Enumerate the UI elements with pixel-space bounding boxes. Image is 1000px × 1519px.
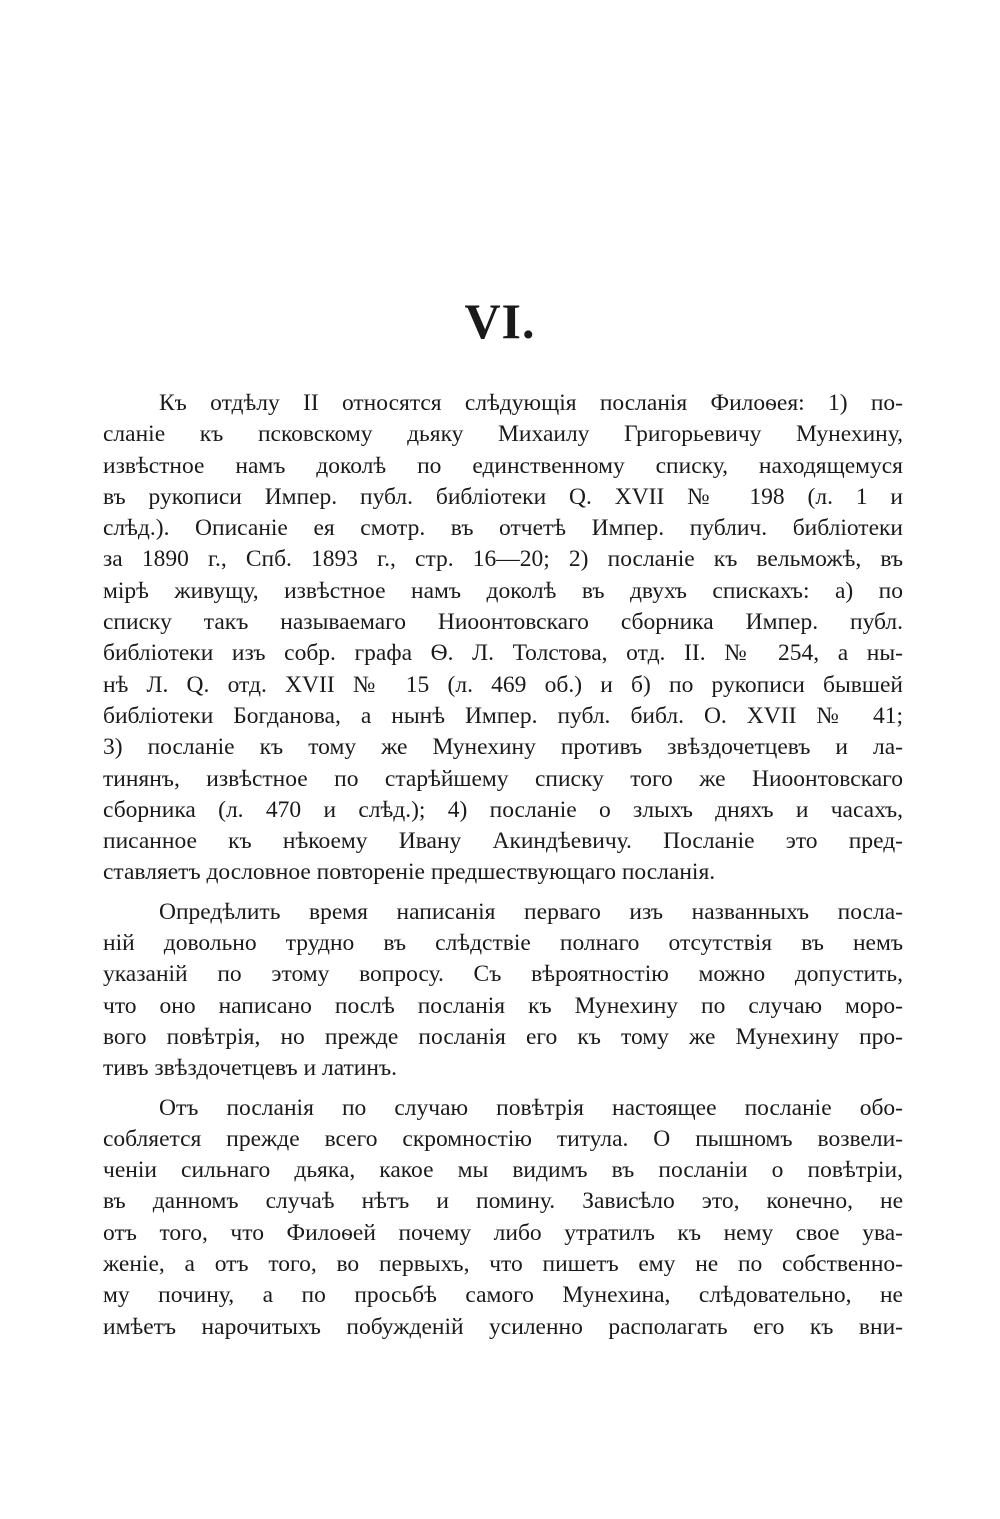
text-line: списку такъ называемаго Ниоонтовскаго сборника Импер. публ. — [103, 609, 903, 636]
text-line: Къ отдѣлу II относятся слѣдующія посланія Филоѳея: 1) по- — [159, 390, 903, 416]
paragraph-3 — [103, 1093, 903, 1343]
text-line: въ данномъ случаѣ нѣтъ и помину. Зависѣло это, конечно, не — [103, 1188, 903, 1215]
text-line: собляется прежде всего скромностію титула. О пышномъ возвели- — [103, 1125, 903, 1152]
text-line: извѣстное намъ доколѣ по единственному списку, находящемуся — [103, 452, 903, 479]
text-line: тинянъ, извѣстное по старѣйшему списку того же Ниоонтовскаго — [103, 765, 903, 792]
text-line: за 1890 г., Спб. 1893 г., стр. 16—20; 2) посланіе къ вельможѣ, въ — [103, 546, 903, 573]
text-line: ставляетъ дословное повтореніе предшествующаго посланія. — [103, 859, 716, 886]
paragraph-2 — [103, 897, 903, 1085]
text-line: женіе, а отъ того, во первыхъ, что пишетъ ему не по собственно- — [103, 1251, 903, 1278]
text-line: слѣд.). Описаніе ея смотр. въ отчетѣ Импер. публич. библіотеки — [103, 515, 903, 542]
body-text — [103, 388, 903, 1351]
text-line: что оно написано послѣ посланія къ Мунехину по случаю моро- — [103, 992, 903, 1019]
text-line: Отъ посланія по случаю повѣтрія настоящее посланіе обо- — [159, 1094, 903, 1121]
text-line: отъ того, что Филоѳей почему либо утратилъ къ нему свое ува- — [103, 1219, 903, 1246]
text-line: ній довольно трудно въ слѣдствіе полнаго отсутствія въ немъ — [103, 930, 903, 957]
text-line: библіотеки Богданова, а нынѣ Импер. публ. библ. О. XVII № 41; — [103, 702, 903, 729]
text-line: нѣ Л. Q. отд. XVII № 15 (л. 469 об.) и б) по рукописи бывшей — [103, 671, 903, 698]
text-line: ченіи сильнаго дьяка, какое мы видимъ въ посланіи о повѣтріи, — [103, 1157, 903, 1184]
text-line: Опредѣлить время написанія перваго изъ названныхъ посла- — [159, 898, 903, 925]
text-line: му почину, а по просьбѣ самого Мунехина, слѣдовательно, не — [103, 1282, 903, 1309]
text-line: сланіе къ псковскому дьяку Михаилу Григорьевичу Мунехину, — [103, 421, 903, 448]
chapter-heading: VI. — [464, 293, 536, 349]
text-line: писанное къ нѣкоему Ивану Акиндѣевичу. Посланіе это пред- — [103, 828, 903, 855]
text-line: вого повѣтрія, но прежде посланія его къ тому же Мунехину про- — [103, 1023, 903, 1050]
text-line: имѣетъ нарочитыхъ побужденій усиленно располагать его къ вни- — [103, 1313, 903, 1340]
text-line: тивъ звѣздочетцевъ и латинъ. — [103, 1055, 397, 1082]
paragraph-1 — [103, 388, 903, 889]
text-line: библіотеки изъ собр. графа Ѳ. Л. Толстова, отд. II. № 254, а ны- — [103, 640, 903, 667]
text-line: въ рукописи Импер. публ. библіотеки Q. XVII № 198 (л. 1 и — [103, 483, 903, 510]
text-line: мірѣ живущу, извѣстное намъ доколѣ въ двухъ спискахъ: а) по — [103, 577, 903, 604]
text-line: 3) посланіе къ тому же Мунехину противъ звѣздочетцевъ и ла- — [103, 734, 903, 761]
text-line: сборника (л. 470 и слѣд.); 4) посланіе о злыхъ дняхъ и часахъ, — [103, 796, 903, 823]
text-line: указаній по этому вопросу. Съ вѣроятностію можно допустить, — [103, 961, 903, 988]
